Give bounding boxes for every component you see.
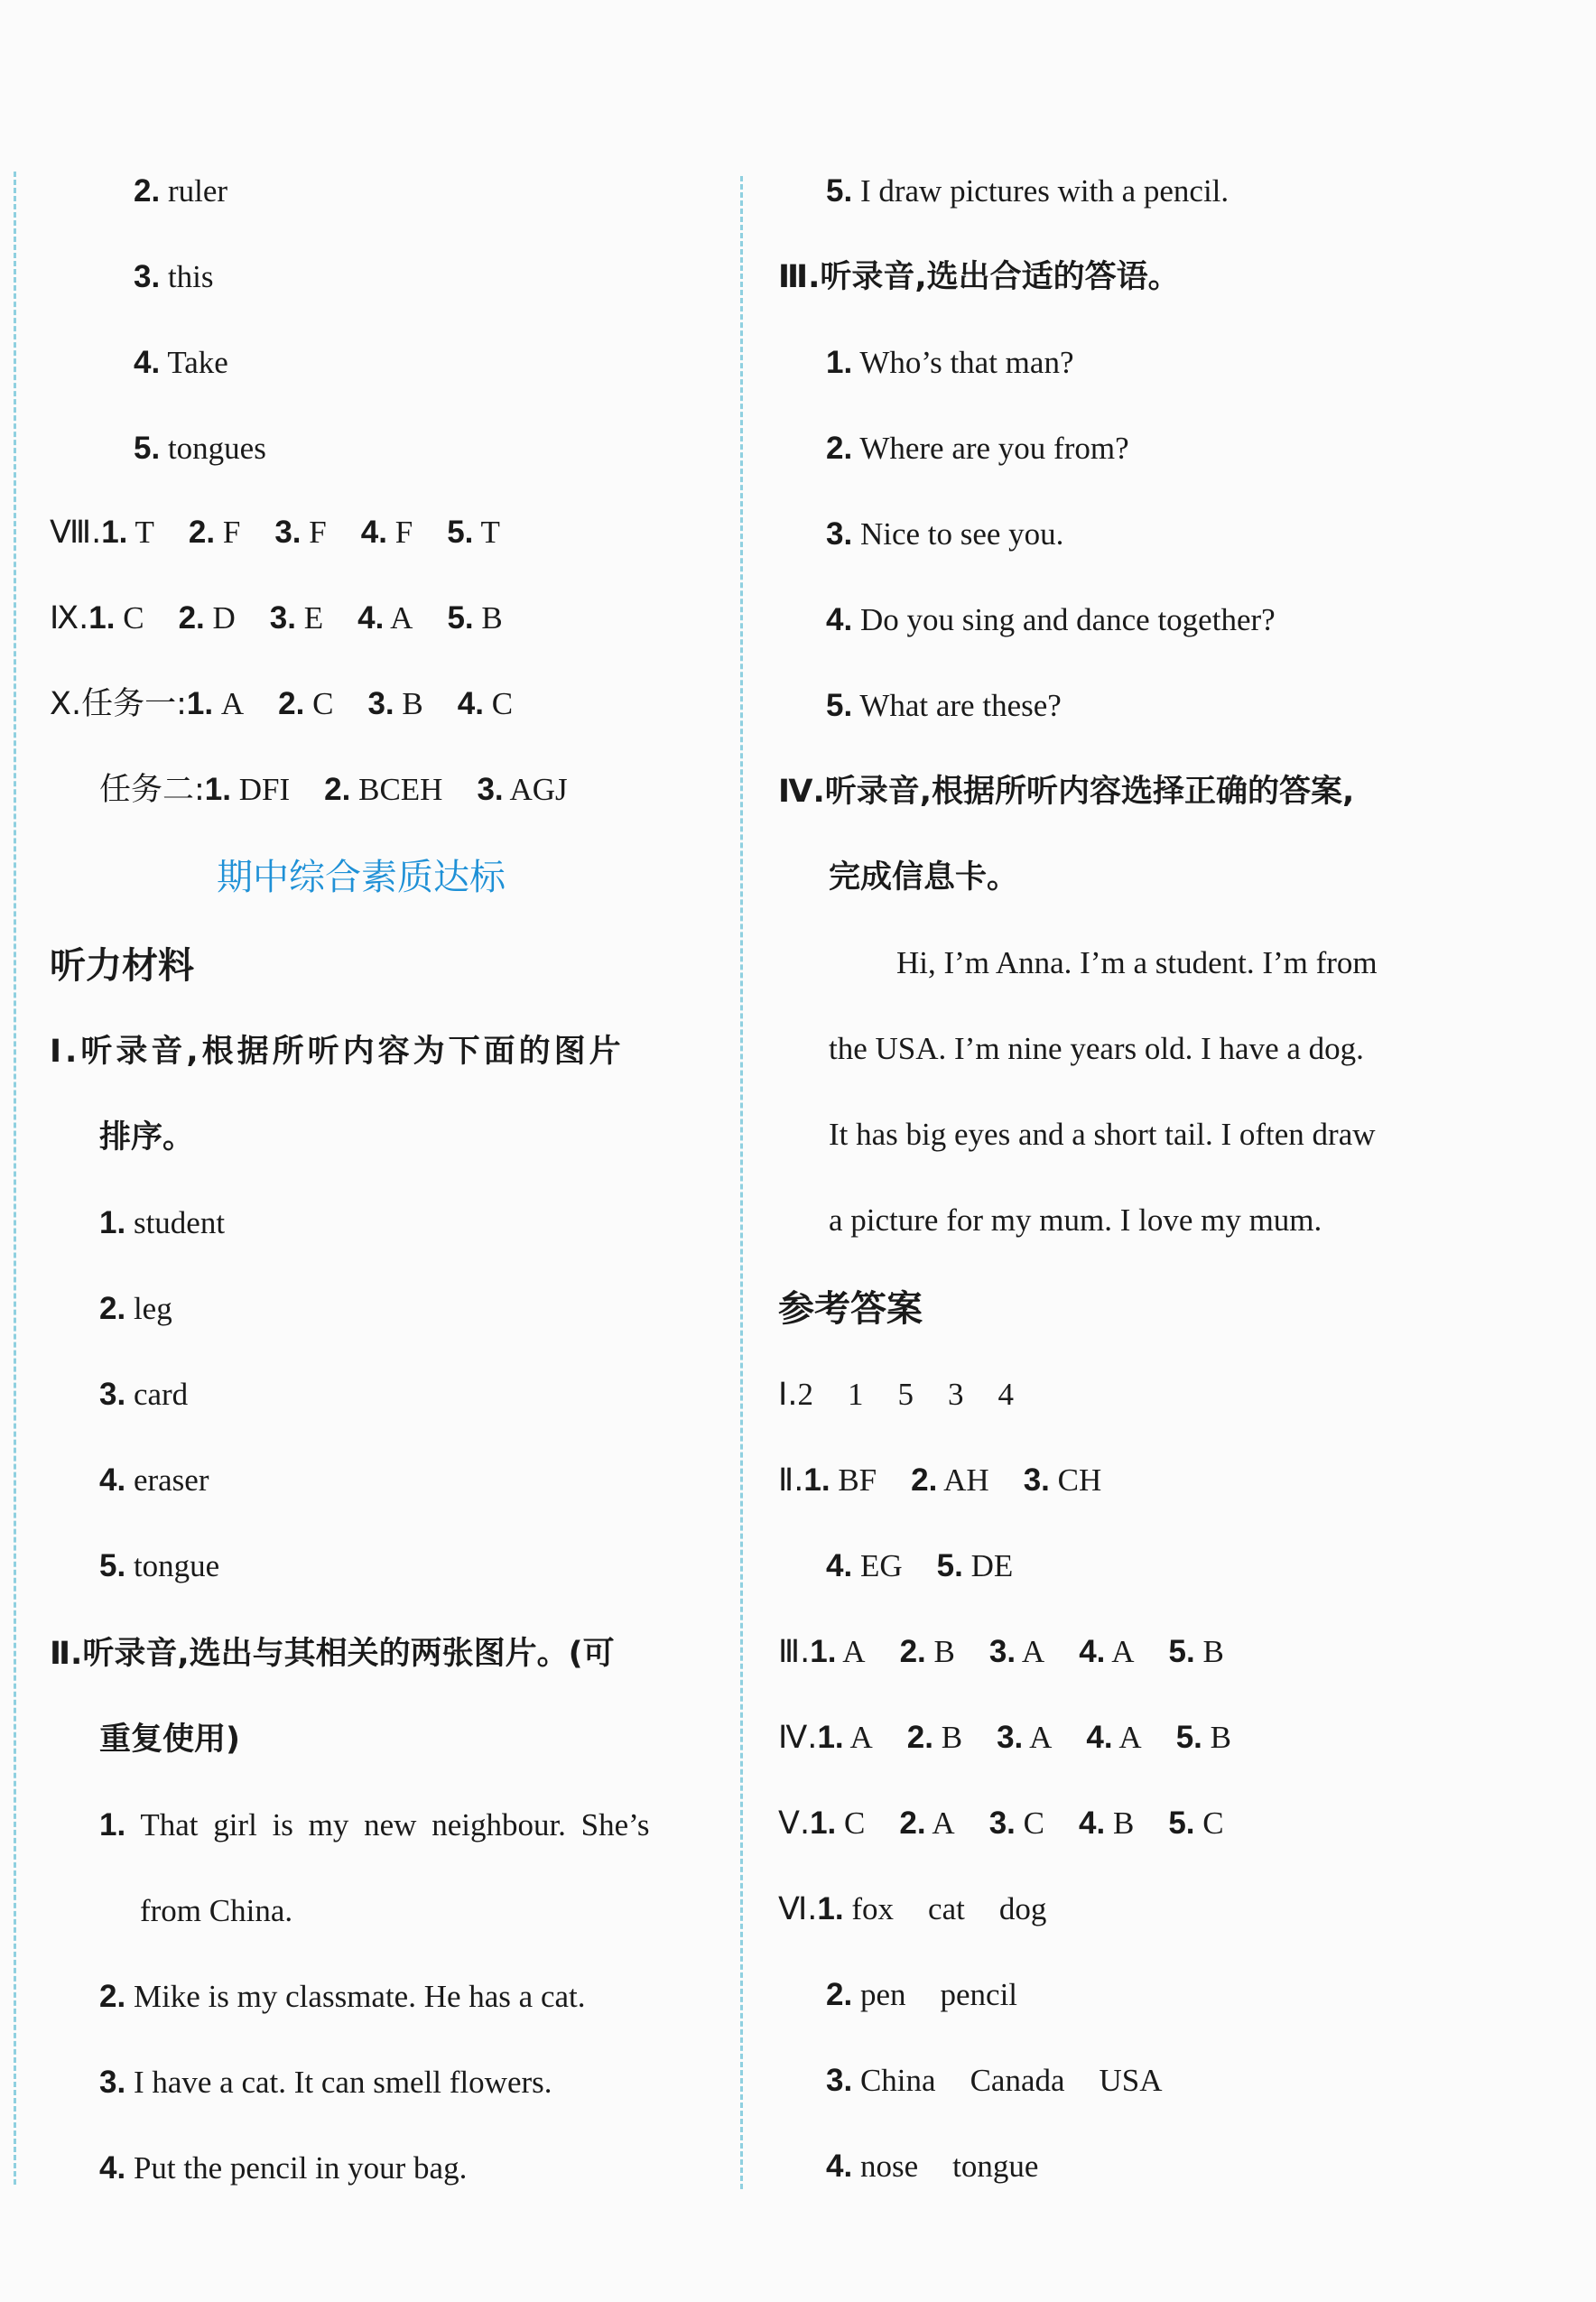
item-number: 4. [826,1548,853,1583]
answer-row-x-task2 [99,770,568,810]
sentence-text: Nice to see you. [852,516,1064,552]
answer-choice: B [1202,1720,1231,1755]
item-number: 3. [269,600,296,636]
roman-numeral: Ⅲ. [778,1634,811,1670]
item-number: 1. [186,686,214,721]
sentence-text: Mike is my classmate. He has a cat. [125,1979,586,2014]
item-number: 1. [99,1205,126,1240]
answer-choice: A [384,600,413,636]
item-number: 1. [817,1891,844,1926]
answer-choice: AH [937,1462,989,1498]
question-text: Ⅲ.听录音,选出合适的答语。 [778,259,1180,295]
item-number: 2. [826,431,853,466]
order-number: 4 [998,1377,1014,1412]
answer-choice: A [1112,1720,1142,1755]
item-number: 5. [1168,1634,1195,1669]
left-margin-line [14,172,16,2185]
item-number: 2. [99,1291,126,1326]
answer-choice: C [483,686,514,721]
answer-word: dog [998,1891,1047,1926]
answer-choice: B [1194,1634,1224,1669]
listening-word [99,1461,209,1500]
listening-sentence [99,1977,586,2017]
answer-row-6 [826,2061,1163,2101]
answer-choice: C [836,1805,866,1841]
listening-sentence [99,2063,552,2102]
listening-word-text: leg [125,1291,172,1326]
answer-choice: E [296,600,324,636]
item-number: 3. [988,1805,1016,1841]
heading-text: 听力材料 [50,945,194,987]
question-text: Ⅱ.听录音,选出与其相关的两张图片。(可 [50,1636,615,1672]
answer-row-a3 [778,1632,1224,1672]
item-number: 2. [324,772,351,807]
roman-numeral: Ⅴ. [778,1805,811,1842]
item-number: 1. [810,1634,837,1669]
question-4-line2 [829,858,1018,897]
roman-numeral: Ⅸ. [50,600,89,636]
item-number: 3. [367,686,394,721]
answer-choice: F [386,515,413,550]
item-number: 4. [457,686,484,721]
answer-choice: BCEH [350,772,443,807]
answer-choice: A [843,1720,873,1755]
item-number: 2. [178,600,205,636]
item-number: 5. [134,431,161,466]
item-number: 2. [906,1720,933,1755]
item-number: 2. [911,1462,938,1498]
listening-sentence [99,1805,650,1845]
answer-word: nose [852,2149,919,2184]
item-number: 5. [826,688,853,723]
answer-choice: T [473,515,500,550]
answer-word: USA [1099,2063,1163,2098]
answer-choice: D [204,600,236,636]
item-number: 1. [817,1720,844,1755]
item-number: 3. [134,259,161,294]
item-number: 3. [826,516,853,552]
listening-word [99,1375,188,1415]
item-number: 5. [1168,1805,1195,1841]
order-number: 2 [797,1377,813,1412]
item-number: 4. [99,2150,126,2186]
sentence-text: Where are you from? [852,431,1129,466]
item-number: 2. [99,1979,126,2014]
answer-choice: A [1105,1634,1135,1669]
sentence-text: What are these? [852,688,1062,723]
answer-item [134,343,228,383]
item-number: 1. [99,1807,126,1843]
answer-choice: DFI [231,772,291,807]
item-number: 3. [988,1634,1016,1669]
answer-item [134,429,266,469]
item-number: 4. [1079,1634,1106,1669]
question-2-line1 [50,1634,615,1674]
item-number: 3. [477,772,504,807]
question-3-title [778,257,1180,297]
item-number: 5. [936,1548,963,1583]
answer-choice: BF [830,1462,877,1498]
task-label: 任务二: [99,772,205,808]
item-number: 2. [278,686,305,721]
answer-choice: B [473,600,503,636]
passage-line [829,1029,1364,1069]
item-number: 4. [1086,1720,1113,1755]
sentence-text: Do you sing and dance together? [852,602,1276,637]
answer-choice: DE [962,1548,1014,1583]
order-number: 3 [947,1377,964,1412]
answer-word: this [160,259,214,294]
question-text: 重复使用) [99,1722,240,1758]
item-number: 1. [88,600,116,636]
answer-row-ix [50,599,503,638]
item-number: 4. [1079,1805,1106,1841]
answer-choice: B [925,1634,955,1669]
question-1-line2 [99,1118,194,1157]
answer-row-2b [826,1546,1013,1586]
question-text: Ⅳ.听录音,根据所听内容选择正确的答案, [778,774,1355,810]
item-number: 5. [1175,1720,1202,1755]
roman-numeral: Ⅵ. [778,1891,818,1927]
sentence-text: I draw pictures with a pencil. [852,173,1229,209]
answer-item [134,172,227,211]
roman-numeral: Ⅰ. [778,1377,798,1413]
answer-choice: C [115,600,144,636]
answer-choice: F [301,515,327,550]
item-number: 1. [810,1805,837,1841]
order-number: 1 [847,1377,864,1412]
roman-numeral: Ⅱ. [778,1462,804,1499]
item-number: 5. [447,515,474,550]
answer-word: ruler [160,173,228,209]
item-number: 3. [99,2065,126,2100]
heading-text: 参考答案 [778,1288,923,1330]
listening-word-text: eraser [125,1462,209,1498]
listening-sentence [826,172,1229,211]
answer-choice: A [1023,1720,1053,1755]
section-title [217,856,506,901]
answer-choice: F [215,515,241,550]
item-number: 4. [357,600,385,636]
sentence-text: Who’s that man? [852,345,1074,380]
item-number: 2. [899,1805,926,1841]
roman-numeral: Ⅳ. [778,1720,818,1756]
answer-choice: A [836,1634,866,1669]
item-number: 3. [274,515,302,550]
listening-sentence [826,600,1276,640]
passage-line [829,1115,1376,1155]
answer-choice: AGJ [503,772,568,807]
item-number: 4. [360,515,387,550]
passage-line [829,1201,1322,1240]
item-number: 2. [826,1977,853,2012]
item-number: 5. [826,173,853,209]
question-4-line1 [778,772,1354,812]
listening-word [99,1203,225,1243]
item-number: 4. [99,1462,126,1498]
answer-item [134,257,214,297]
sentence-text: That girl is my new neighbour. She’s [125,1807,650,1843]
answer-word: tongues [160,431,266,466]
answer-choice: C [304,686,334,721]
answer-choice: T [127,515,154,550]
listening-word [99,1289,172,1329]
listening-sentence [99,2149,467,2188]
sentence-text: Put the pencil in your bag. [125,2150,468,2186]
item-number: 3. [99,1377,126,1412]
answer-choice: EG [852,1548,903,1583]
order-number: 5 [897,1377,914,1412]
question-text: 完成信息卡。 [829,859,1019,896]
section-title-text: 期中综合素质达标 [217,857,506,898]
answer-word: pencil [940,1977,1018,2012]
answer-choice: CH [1049,1462,1102,1498]
listening-word [99,1546,219,1586]
answer-word: fox [843,1891,895,1926]
passage-line [896,943,1378,983]
answer-word: China [852,2063,936,2098]
passage-text: Hi, I’m Anna. I’m a student. I’m from [896,945,1378,980]
question-1-line1 [50,1032,625,1072]
item-number: 1. [204,772,231,807]
answer-choice: B [1105,1805,1135,1841]
item-number: 3. [997,1720,1024,1755]
item-number: 5. [99,1548,126,1583]
answer-choice: A [1016,1634,1045,1669]
task-label: 任务一: [81,686,187,722]
answer-choice: A [925,1805,955,1841]
sentence-text: I have a cat. It can smell flowers. [125,2065,552,2100]
item-number: 1. [101,515,128,550]
column-divider [740,176,743,2189]
listening-heading [50,946,194,988]
answer-choice: B [394,686,423,721]
sentence-text: from China. [140,1893,293,1928]
answer-row-2 [778,1461,1101,1500]
passage-text: the USA. I’m nine years old. I have a dog. [829,1031,1364,1066]
item-number: 1. [803,1462,830,1498]
item-number: 2. [899,1634,926,1669]
answer-row-1 [778,1375,1014,1415]
listening-word-text: tongue [125,1548,220,1583]
passage-text: a picture for my mum. I love my mum. [829,1202,1322,1238]
item-number: 4. [826,2149,853,2184]
answer-row-a5 [778,1804,1224,1843]
answer-choice: A [213,686,245,721]
listening-sentence [826,515,1063,554]
answer-row-viii [50,513,500,552]
item-number: 2. [134,173,161,209]
answers-heading [778,1289,923,1331]
roman-numeral: Ⅹ. [50,686,82,722]
listening-sentence [826,343,1073,383]
item-number: 4. [826,602,853,637]
question-2-line2 [99,1720,240,1759]
answer-row-6 [778,1889,1046,1929]
answer-word: Take [160,345,228,380]
question-text: 排序。 [99,1119,195,1156]
listening-word-text: card [125,1377,189,1412]
item-number: 2. [188,515,216,550]
listening-sentence [826,686,1062,726]
answer-row-a4 [778,1718,1231,1758]
answer-choice: C [1015,1805,1045,1841]
answer-row-6 [826,1975,1017,2015]
answer-choice: C [1194,1805,1224,1841]
listening-sentence [826,429,1129,469]
answer-row-x-task1 [50,684,513,724]
item-number: 3. [1023,1462,1050,1498]
roman-numeral: Ⅷ. [50,515,102,551]
question-text: Ⅰ.听录音,根据所听内容为下面的图片 [50,1034,625,1070]
listening-word-text: student [125,1205,226,1240]
passage-text: It has big eyes and a short tail. I often draw [829,1117,1376,1152]
item-number: 5. [447,600,474,636]
item-number: 3. [826,2063,853,2098]
item-number: 4. [134,345,161,380]
answer-word: cat [928,1891,965,1926]
item-number: 1. [826,345,853,380]
answer-word: tongue [952,2149,1039,2184]
listening-sentence-cont [140,1891,292,1931]
answer-word: pen [852,1977,906,2012]
answer-choice: B [933,1720,963,1755]
answer-word: Canada [970,2063,1065,2098]
answer-row-6 [826,2147,1038,2186]
